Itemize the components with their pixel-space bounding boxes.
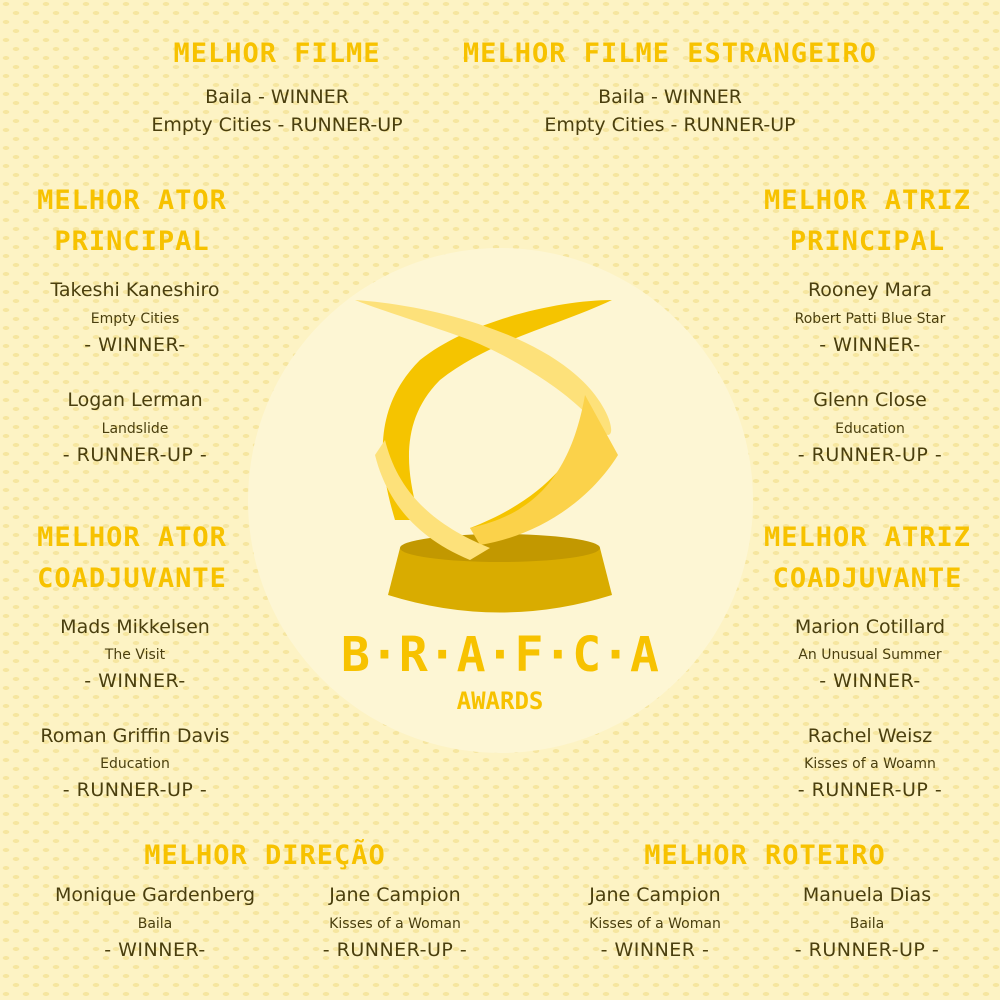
best-screenplay-winner-status: - WINNER - [600,939,710,961]
supporting-actress-winner-film: An Unusual Summer [798,647,942,663]
supporting-actress-runner-up-name: Rachel Weisz [807,725,933,747]
best-actress-heading-line2: PRINCIPAL [789,226,946,257]
best-actor-heading-line2: PRINCIPAL [54,226,210,257]
best-screenplay-runner-up-film: Baila [849,916,885,932]
supporting-actress-heading-line1: MELHOR ATRIZ [763,522,972,553]
best-actress-winner-film: Robert Patti Blue Star [794,311,946,327]
best-director-runner-up-film: Kisses of a Woman [329,916,461,932]
brand-subtitle: AWARDS [456,687,544,715]
supporting-actress-winner-name: Marion Cotillard [794,616,946,638]
best-director-winner-film: Baila [137,916,173,932]
best-actor-heading-line1: MELHOR ATOR [37,185,227,216]
supporting-actress-heading-line2: COADJUVANTE [772,563,963,594]
best-actress-runner-up-film: Education [835,421,905,437]
supporting-actress-runner-up-film: Kisses of a Woamn [804,756,936,772]
best-screenplay-heading: MELHOR ROTEIRO [644,840,886,871]
supporting-actor-heading-line1: MELHOR ATOR [37,522,227,553]
best-actor-runner-up-film: Landslide [101,421,169,437]
best-actress-winner-status: - WINNER- [819,334,921,356]
best-film-runner-up: Empty Cities - RUNNER-UP [151,114,403,136]
best-director-heading: MELHOR DIREÇÃO [144,840,386,871]
best-actress-winner-name: Rooney Mara [807,279,933,301]
supporting-actor-winner-status: - WINNER- [84,670,186,692]
supporting-actress-winner-status: - WINNER- [819,670,921,692]
supporting-actor-winner-film: The Visit [104,647,166,663]
best-film-winner: Baila - WINNER [205,86,349,108]
best-actress-heading-line1: MELHOR ATRIZ [763,185,972,216]
best-film-heading: MELHOR FILME [173,38,381,69]
best-actor-winner-name: Takeshi Kaneshiro [50,279,220,301]
best-foreign-film-winner: Baila - WINNER [598,86,742,108]
best-director-runner-up-status: - RUNNER-UP - [322,939,468,961]
best-director-runner-up-name: Jane Campion [329,884,461,906]
supporting-actor-runner-up-status: - RUNNER-UP - [62,779,208,801]
best-foreign-film-heading: MELHOR FILME ESTRANGEIRO [462,38,878,69]
best-actress-runner-up-status: - RUNNER-UP - [797,444,943,466]
best-screenplay-runner-up-status: - RUNNER-UP - [794,939,940,961]
supporting-actor-runner-up-film: Education [100,756,170,772]
supporting-actor-winner-name: Mads Mikkelsen [60,616,210,638]
best-screenplay-runner-up-name: Manuela Dias [802,884,932,906]
best-screenplay-winner-film: Kisses of a Woman [589,916,721,932]
supporting-actor-runner-up-name: Roman Griffin Davis [40,725,230,747]
best-actor-runner-up-name: Logan Lerman [67,389,203,411]
supporting-actress-runner-up-status: - RUNNER-UP - [797,779,943,801]
best-actor-runner-up-status: - RUNNER-UP - [62,444,208,466]
best-actor-winner-status: - WINNER- [84,334,186,356]
best-director-winner-name: Monique Gardenberg [54,884,256,906]
best-actress-runner-up-name: Glenn Close [813,389,927,411]
best-actor-winner-film: Empty Cities [90,311,180,327]
brand-title: B·R·A·F·C·A [341,627,659,683]
supporting-actor-heading-line2: COADJUVANTE [37,563,227,594]
best-foreign-film-runner-up: Empty Cities - RUNNER-UP [544,114,796,136]
best-screenplay-winner-name: Jane Campion [589,884,721,906]
best-director-winner-status: - WINNER- [104,939,206,961]
